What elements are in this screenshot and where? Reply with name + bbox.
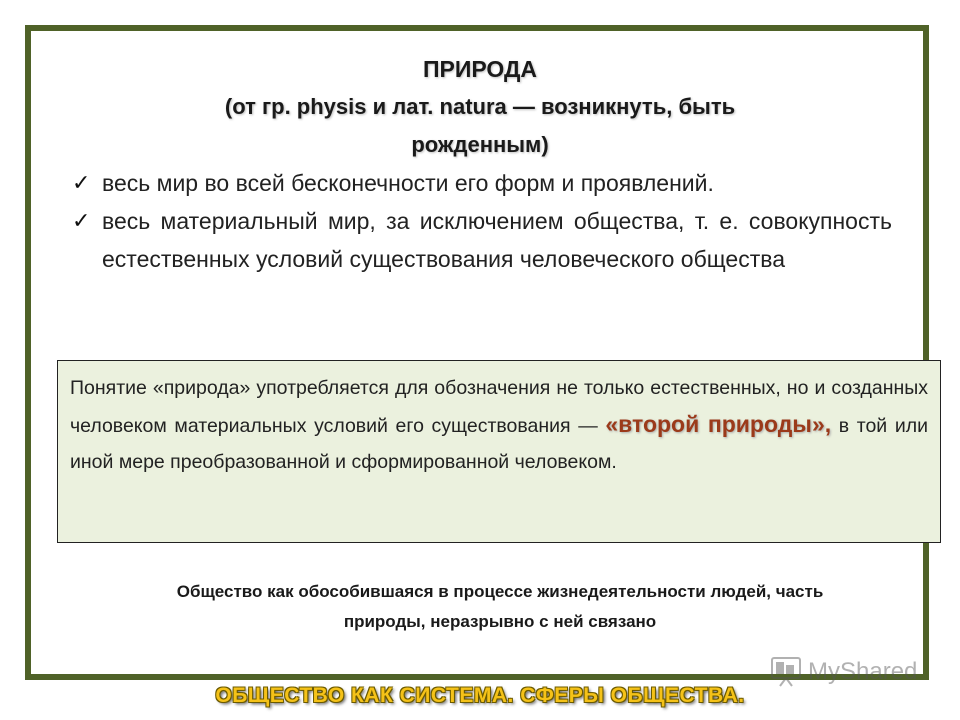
note-line: природы, неразрывно с ней связано (343, 612, 657, 631)
definition-text: весь материальный мир, за исключением общества, т. е. совокупность естественных условий существования человеческого общества (102, 208, 892, 272)
checkmark-icon: ✓ (72, 208, 91, 233)
society-note (95, 577, 905, 637)
concept-box (57, 360, 941, 543)
myshared-watermark (768, 652, 938, 688)
title-etymology-end: рожденным) (411, 132, 549, 157)
definition-text: весь мир во всей бесконечности его форм и проявлений. (102, 170, 714, 196)
slide-footer: ОБЩЕСТВО КАК СИСТЕМА. СФЕРЫ ОБЩЕСТВА. (215, 684, 745, 707)
note-line: Общество как обособившаяся в процессе жизнедеятельности людей, часть (176, 582, 824, 601)
watermark-text: MyShared (808, 658, 918, 685)
definition-list (72, 164, 892, 278)
presentation-board-icon (772, 658, 800, 686)
slide-title (120, 50, 840, 164)
title-main: ПРИРОДА (422, 56, 538, 82)
definition-item (72, 164, 892, 202)
definition-item (72, 202, 892, 278)
title-etymology: (от гр. physis и лат. natura — возникнуть, быть (224, 94, 736, 119)
concept-text-start: Понятие «природа» употребляется для обозначения не только естественных, но и созданных человеком материальных условий его существования — (70, 377, 928, 437)
second-nature-highlight: «второй природы», (605, 411, 832, 437)
concept-text-end: в той или иной мере преобразованной и сформированной человеком. (70, 415, 928, 473)
checkmark-icon: ✓ (72, 170, 91, 195)
